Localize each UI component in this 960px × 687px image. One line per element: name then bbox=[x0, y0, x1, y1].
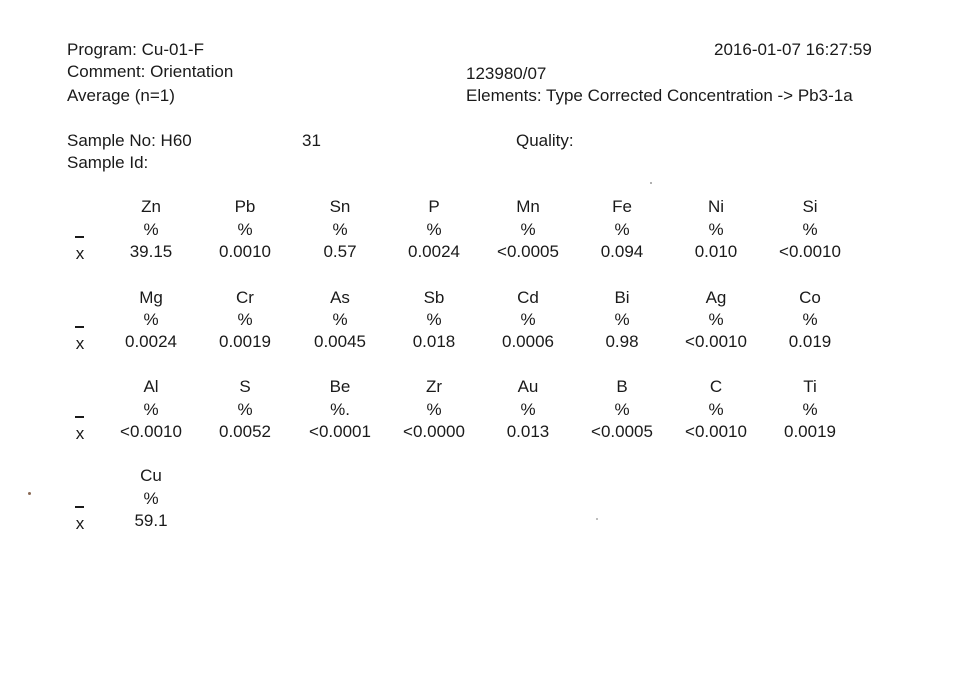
concentration-value: <0.0010 bbox=[779, 242, 841, 261]
element-label: Co bbox=[799, 288, 821, 307]
unit-label: % bbox=[143, 220, 159, 239]
concentration-value: 0.010 bbox=[694, 242, 738, 261]
concentration-value: 0.013 bbox=[506, 422, 550, 441]
element-label: Bi bbox=[614, 288, 630, 307]
unit-label: % bbox=[426, 400, 442, 419]
mean-symbol: x bbox=[73, 423, 87, 445]
concentration-value: <0.0000 bbox=[403, 422, 465, 441]
unit-label: % bbox=[802, 220, 818, 239]
mean-symbol: x bbox=[73, 513, 87, 535]
concentration-value: 59.1 bbox=[134, 511, 168, 530]
mean-symbol: x bbox=[73, 243, 87, 265]
average-line: Average (n=1) bbox=[67, 86, 175, 105]
concentration-value: 0.0024 bbox=[408, 242, 460, 261]
concentration-value: 0.0045 bbox=[314, 332, 366, 351]
concentration-value: 0.0019 bbox=[219, 332, 271, 351]
element-label: Sb bbox=[423, 288, 445, 307]
concentration-value: 0.0019 bbox=[784, 422, 836, 441]
element-label: Pb bbox=[234, 197, 256, 216]
unit-label: % bbox=[708, 310, 724, 329]
comment-line: Comment: Orientation bbox=[67, 62, 234, 81]
concentration-value: <0.0005 bbox=[497, 242, 559, 261]
concentration-value: 0.0010 bbox=[219, 242, 271, 261]
unit-label: % bbox=[143, 310, 159, 329]
unit-label: % bbox=[426, 310, 442, 329]
element-label: Cu bbox=[140, 466, 162, 485]
concentration-value: 0.0006 bbox=[502, 332, 554, 351]
element-label: Si bbox=[802, 197, 818, 216]
concentration-value: <0.0010 bbox=[685, 332, 747, 351]
element-label: Cd bbox=[517, 288, 539, 307]
concentration-value: 39.15 bbox=[129, 242, 173, 261]
concentration-value: 0.57 bbox=[323, 242, 357, 261]
element-label: S bbox=[239, 377, 251, 396]
element-label: Al bbox=[143, 377, 159, 396]
unit-label: %. bbox=[330, 400, 350, 419]
report-datetime: 2016-01-07 16:27:59 bbox=[714, 40, 872, 59]
concentration-value: 0.0052 bbox=[219, 422, 271, 441]
quality-label: Quality: bbox=[516, 131, 574, 150]
element-label: C bbox=[709, 377, 723, 396]
element-label: Be bbox=[329, 377, 351, 396]
program-line: Program: Cu-01-F bbox=[67, 40, 204, 59]
unit-label: % bbox=[237, 220, 253, 239]
sample-code: 31 bbox=[302, 131, 321, 150]
unit-label: % bbox=[143, 400, 159, 419]
element-label: B bbox=[616, 377, 628, 396]
unit-label: % bbox=[426, 220, 442, 239]
mean-symbol: x bbox=[73, 333, 87, 355]
element-label: Mn bbox=[516, 197, 540, 216]
unit-label: % bbox=[802, 400, 818, 419]
unit-label: % bbox=[237, 400, 253, 419]
concentration-value: <0.0005 bbox=[591, 422, 653, 441]
element-label: Fe bbox=[612, 197, 632, 216]
concentration-value: 0.98 bbox=[605, 332, 639, 351]
scan-speck bbox=[596, 518, 598, 520]
element-label: Cr bbox=[236, 288, 254, 307]
concentration-value: 0.018 bbox=[412, 332, 456, 351]
reference-number: 123980/07 bbox=[466, 64, 547, 83]
sample-number: Sample No: H60 bbox=[67, 131, 192, 150]
unit-label: % bbox=[332, 220, 348, 239]
scan-speck bbox=[650, 182, 652, 184]
unit-label: % bbox=[614, 400, 630, 419]
unit-label: % bbox=[520, 400, 536, 419]
unit-label: % bbox=[708, 220, 724, 239]
concentration-value: <0.0010 bbox=[685, 422, 747, 441]
element-label: Ag bbox=[705, 288, 727, 307]
element-label: Zn bbox=[141, 197, 161, 216]
unit-label: % bbox=[520, 220, 536, 239]
unit-label: % bbox=[708, 400, 724, 419]
concentration-value: <0.0010 bbox=[120, 422, 182, 441]
sample-id: Sample Id: bbox=[67, 153, 149, 172]
element-label: Ti bbox=[803, 377, 817, 396]
unit-label: % bbox=[614, 310, 630, 329]
elements-line: Elements: Type Corrected Concentration -> Pb3-1a bbox=[466, 86, 853, 105]
element-label: Ni bbox=[707, 197, 725, 216]
scan-speck bbox=[28, 492, 31, 495]
unit-label: % bbox=[520, 310, 536, 329]
element-label: Zr bbox=[425, 377, 443, 396]
unit-label: % bbox=[332, 310, 348, 329]
unit-label: % bbox=[143, 489, 159, 508]
concentration-value: 0.019 bbox=[788, 332, 832, 351]
unit-label: % bbox=[802, 310, 818, 329]
element-label: Au bbox=[517, 377, 539, 396]
element-label: Sn bbox=[329, 197, 351, 216]
concentration-value: <0.0001 bbox=[309, 422, 371, 441]
element-label: Mg bbox=[139, 288, 163, 307]
concentration-value: 0.094 bbox=[600, 242, 644, 261]
unit-label: % bbox=[614, 220, 630, 239]
element-label: As bbox=[330, 288, 350, 307]
concentration-value: 0.0024 bbox=[125, 332, 177, 351]
element-label: P bbox=[428, 197, 440, 216]
unit-label: % bbox=[237, 310, 253, 329]
